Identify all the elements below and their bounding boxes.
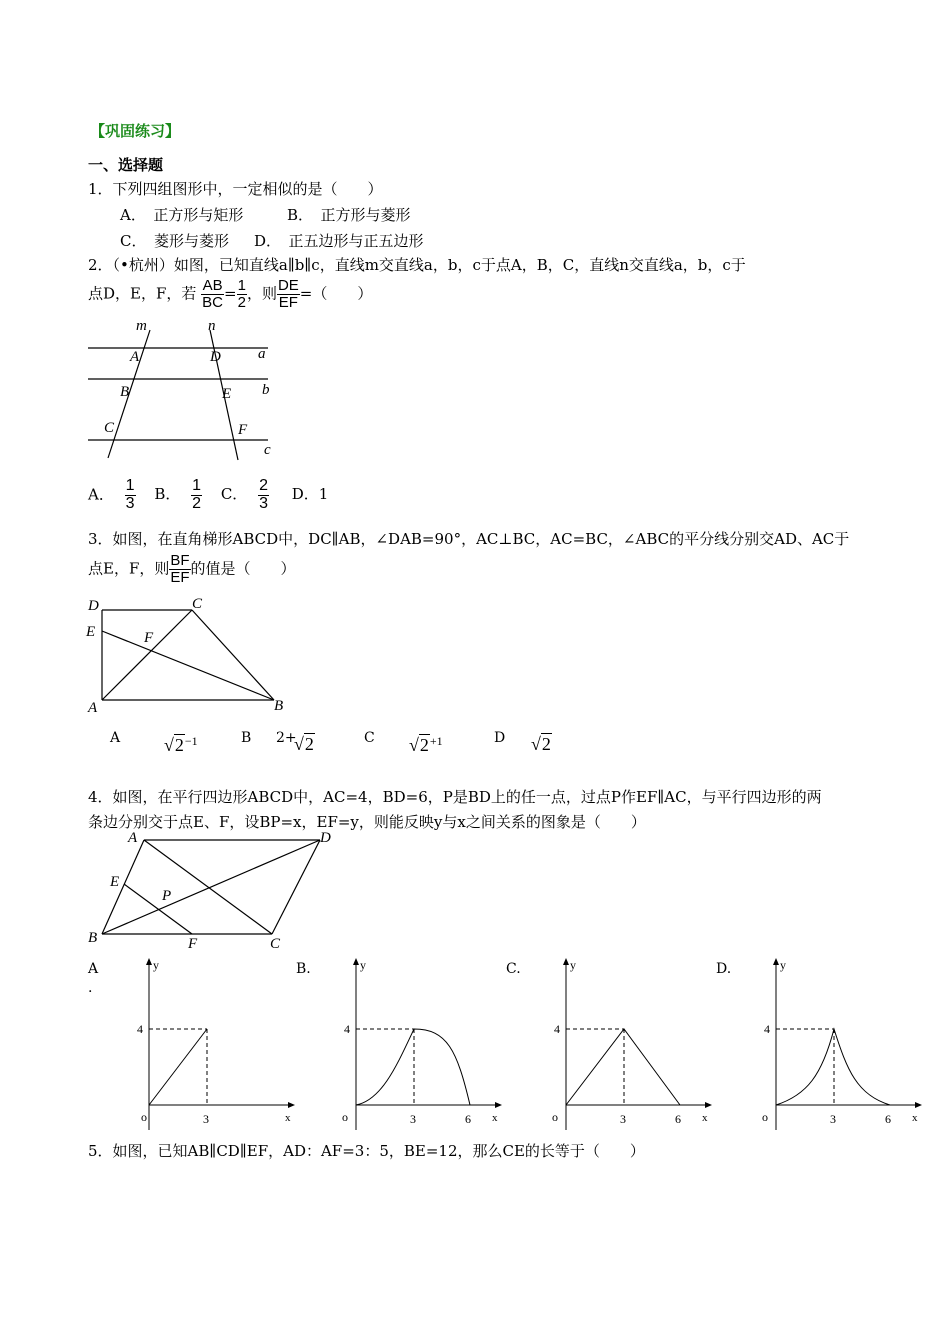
frac-numerator: 1 bbox=[125, 477, 135, 494]
q4-graph-c bbox=[532, 955, 722, 1133]
q4-graph-a bbox=[115, 955, 305, 1133]
q2-stem-line2 bbox=[88, 278, 372, 311]
q2-line2-prefix: 点D，E，F，若 bbox=[88, 284, 197, 303]
q2-option-c-label: C． bbox=[220, 485, 248, 504]
q4-option-d-label: D. bbox=[716, 961, 732, 977]
q1-option-b: B． 正方形与菱形 bbox=[287, 206, 411, 224]
q4-option-a-label: A bbox=[88, 961, 99, 977]
y-axis-arrow bbox=[773, 958, 779, 965]
q3-stem-line1: 3．如图，在直角梯形ABCD中，DC∥AB，∠DAB=90°，AC⊥BC，AC=BC，∠ABC的平分线分别交AD、AC于 bbox=[88, 530, 850, 548]
q3-option-a-value: $√2^{-1}$ bbox=[164, 734, 198, 755]
label-D: D bbox=[210, 349, 221, 365]
label-F: F bbox=[238, 422, 248, 438]
frac-denominator: 3 bbox=[259, 494, 268, 512]
radicand: 2 bbox=[541, 734, 551, 754]
q2-fraction-ab-bc bbox=[201, 278, 224, 311]
q2-fraction-half bbox=[237, 278, 247, 311]
x-axis-arrow bbox=[288, 1102, 295, 1108]
origin-label: o bbox=[762, 1110, 768, 1124]
suffix: +1 bbox=[429, 734, 443, 748]
frac-numerator: 1 bbox=[192, 477, 202, 494]
q1-option-d: D． 正五边形与正五边形 bbox=[254, 232, 424, 250]
q3-option-c-label: C bbox=[364, 730, 375, 746]
frac-denominator: 2 bbox=[192, 494, 202, 512]
tick-3: 3 bbox=[830, 1112, 836, 1126]
tick-3: 3 bbox=[203, 1112, 209, 1126]
q4-stem-line2: 条边分别交于点E、F，设BP=x，EF=y，则能反映y与x之间关系的图象是（ ） bbox=[88, 813, 646, 831]
tick-3: 3 bbox=[620, 1112, 626, 1126]
tick-6: 6 bbox=[675, 1112, 681, 1126]
radicand: 2 bbox=[174, 735, 184, 755]
q2-parallel-lines-figure bbox=[80, 318, 290, 463]
q3-stem-line2 bbox=[88, 553, 296, 586]
segment-ef bbox=[124, 884, 192, 934]
origin-label: o bbox=[141, 1110, 147, 1124]
q1-stem: 1．下列四组图形中，一定相似的是（ ） bbox=[88, 180, 383, 198]
segment-ac bbox=[102, 610, 192, 700]
label-E: E bbox=[110, 874, 120, 890]
q4-graph-d bbox=[742, 955, 932, 1133]
label-c: c bbox=[264, 442, 271, 458]
label-B: B bbox=[120, 384, 130, 400]
frac-denominator: EF bbox=[170, 568, 190, 586]
q4-stem-line1: 4．如图，在平行四边形ABCD中，AC=4，BD=6，P是BD上的任一点，过点P作EF∥AC，与平行四边形的两 bbox=[88, 788, 822, 806]
label-D: D bbox=[320, 830, 331, 846]
frac-denominator: EF bbox=[278, 293, 298, 311]
label-F: F bbox=[188, 936, 198, 950]
label-C: C bbox=[192, 596, 203, 612]
q4-parallelogram-figure bbox=[82, 828, 342, 950]
q4-graph-b bbox=[322, 955, 512, 1133]
label-C: C bbox=[104, 420, 115, 436]
label-A: A bbox=[128, 830, 138, 846]
q2-equals: = bbox=[224, 284, 237, 303]
label-D: D bbox=[88, 598, 99, 614]
graph-curve bbox=[566, 1029, 680, 1105]
label-B: B bbox=[88, 930, 98, 946]
diagonal-bd bbox=[102, 840, 320, 934]
q2-option-b-fraction bbox=[191, 478, 202, 513]
graph-curve bbox=[356, 1029, 470, 1105]
label-E: E bbox=[222, 386, 232, 402]
q2-option-b-label: B． bbox=[154, 485, 181, 504]
frac-numerator: 1 bbox=[237, 277, 246, 294]
x-label: x bbox=[492, 1112, 498, 1124]
q2-option-d: D．1 bbox=[291, 485, 329, 504]
label-b: b bbox=[262, 382, 270, 398]
section-title: 【巩固练习】 bbox=[90, 122, 181, 140]
diagonal-ac bbox=[144, 840, 272, 934]
x-label: x bbox=[702, 1112, 708, 1124]
label-n: n bbox=[208, 318, 216, 334]
q3-fraction-bf-ef bbox=[169, 553, 190, 586]
y-axis-arrow bbox=[563, 958, 569, 965]
origin-label: o bbox=[552, 1110, 558, 1124]
frac-numerator: 2 bbox=[259, 477, 268, 494]
label-a: a bbox=[258, 346, 266, 362]
q3-trapezoid-figure bbox=[82, 592, 292, 717]
frac-denominator: 2 bbox=[237, 293, 246, 311]
q4-option-c-label: C. bbox=[506, 961, 521, 977]
segment-ab bbox=[102, 840, 144, 934]
q3-option-c-value: $√2^{+1}$ bbox=[409, 734, 443, 755]
q3-line2-suffix: 的值是（ ） bbox=[190, 559, 296, 578]
x-label: x bbox=[912, 1112, 918, 1124]
origin-label: o bbox=[342, 1110, 348, 1124]
part-title: 一、选择题 bbox=[88, 156, 164, 174]
frac-denominator: 3 bbox=[125, 494, 135, 512]
y-label: y bbox=[360, 958, 366, 972]
segment-dc bbox=[272, 840, 320, 934]
tick-4: 4 bbox=[137, 1022, 143, 1036]
y-label: y bbox=[780, 958, 786, 972]
q4-option-b-label: B. bbox=[296, 961, 311, 977]
y-label: y bbox=[570, 958, 576, 972]
q2-options bbox=[88, 478, 328, 513]
label-C: C bbox=[270, 936, 281, 950]
q1-option-c: C． 菱形与菱形 bbox=[120, 232, 229, 250]
label-m: m bbox=[136, 318, 147, 334]
graph-curve bbox=[776, 1029, 890, 1105]
frac-numerator: AB bbox=[202, 277, 223, 294]
q3-option-b-prefix: 2+ bbox=[276, 730, 297, 746]
label-A: A bbox=[88, 700, 98, 716]
q3-option-b-value: √2 bbox=[294, 734, 314, 754]
tick-3: 3 bbox=[410, 1112, 416, 1126]
y-label: y bbox=[153, 958, 159, 972]
segment-cb bbox=[192, 610, 274, 700]
graph-curve bbox=[149, 1029, 207, 1105]
tick-6: 6 bbox=[885, 1112, 891, 1126]
q2-line2-suffix: =（ ） bbox=[299, 284, 373, 303]
label-E: E bbox=[86, 624, 96, 640]
q3-option-a-label: A bbox=[110, 730, 121, 746]
x-axis-arrow bbox=[495, 1102, 502, 1108]
y-axis-arrow bbox=[353, 958, 359, 965]
q2-then: ，则 bbox=[246, 284, 277, 303]
tick-6: 6 bbox=[465, 1112, 471, 1126]
label-P: P bbox=[162, 888, 172, 904]
frac-denominator: BC bbox=[202, 293, 224, 311]
suffix: −1 bbox=[184, 734, 198, 748]
q2-stem-line1: 2．（•杭州）如图，已知直线a∥b∥c，直线m交直线a，b，c于点A，B，C，直线n交直线a，b，c于 bbox=[88, 256, 746, 274]
q3-option-b-label: B bbox=[241, 730, 252, 746]
tick-4: 4 bbox=[554, 1022, 560, 1036]
q3-line2-prefix: 点E，F，则 bbox=[88, 559, 170, 578]
q4-option-a-dot: . bbox=[88, 980, 93, 996]
q1-option-a: A． 正方形与矩形 bbox=[120, 206, 244, 224]
q3-option-d-label: D bbox=[494, 730, 506, 746]
label-F: F bbox=[144, 630, 154, 646]
y-axis-arrow bbox=[146, 958, 152, 965]
radicand: 2 bbox=[419, 735, 429, 755]
label-A: A bbox=[130, 349, 140, 365]
q2-option-a-label: A． bbox=[88, 485, 114, 504]
q2-option-c-fraction bbox=[258, 478, 269, 513]
radicand: 2 bbox=[304, 734, 314, 754]
segment-eb bbox=[102, 631, 274, 700]
q5-stem: 5．如图，已知AB∥CD∥EF，AD：AF=3：5，BE=12，那么CE的长等于（ ） bbox=[88, 1142, 645, 1160]
q2-option-a-fraction bbox=[125, 478, 136, 513]
tick-4: 4 bbox=[344, 1022, 350, 1036]
tick-4: 4 bbox=[764, 1022, 770, 1036]
x-label: x bbox=[285, 1112, 291, 1124]
label-B: B bbox=[274, 698, 284, 714]
frac-numerator: BF bbox=[170, 552, 190, 569]
q3-option-d-value: √2 bbox=[531, 734, 551, 754]
x-axis-arrow bbox=[915, 1102, 922, 1108]
frac-numerator: DE bbox=[277, 277, 299, 294]
x-axis-arrow bbox=[705, 1102, 712, 1108]
q2-fraction-de-ef bbox=[277, 278, 300, 311]
